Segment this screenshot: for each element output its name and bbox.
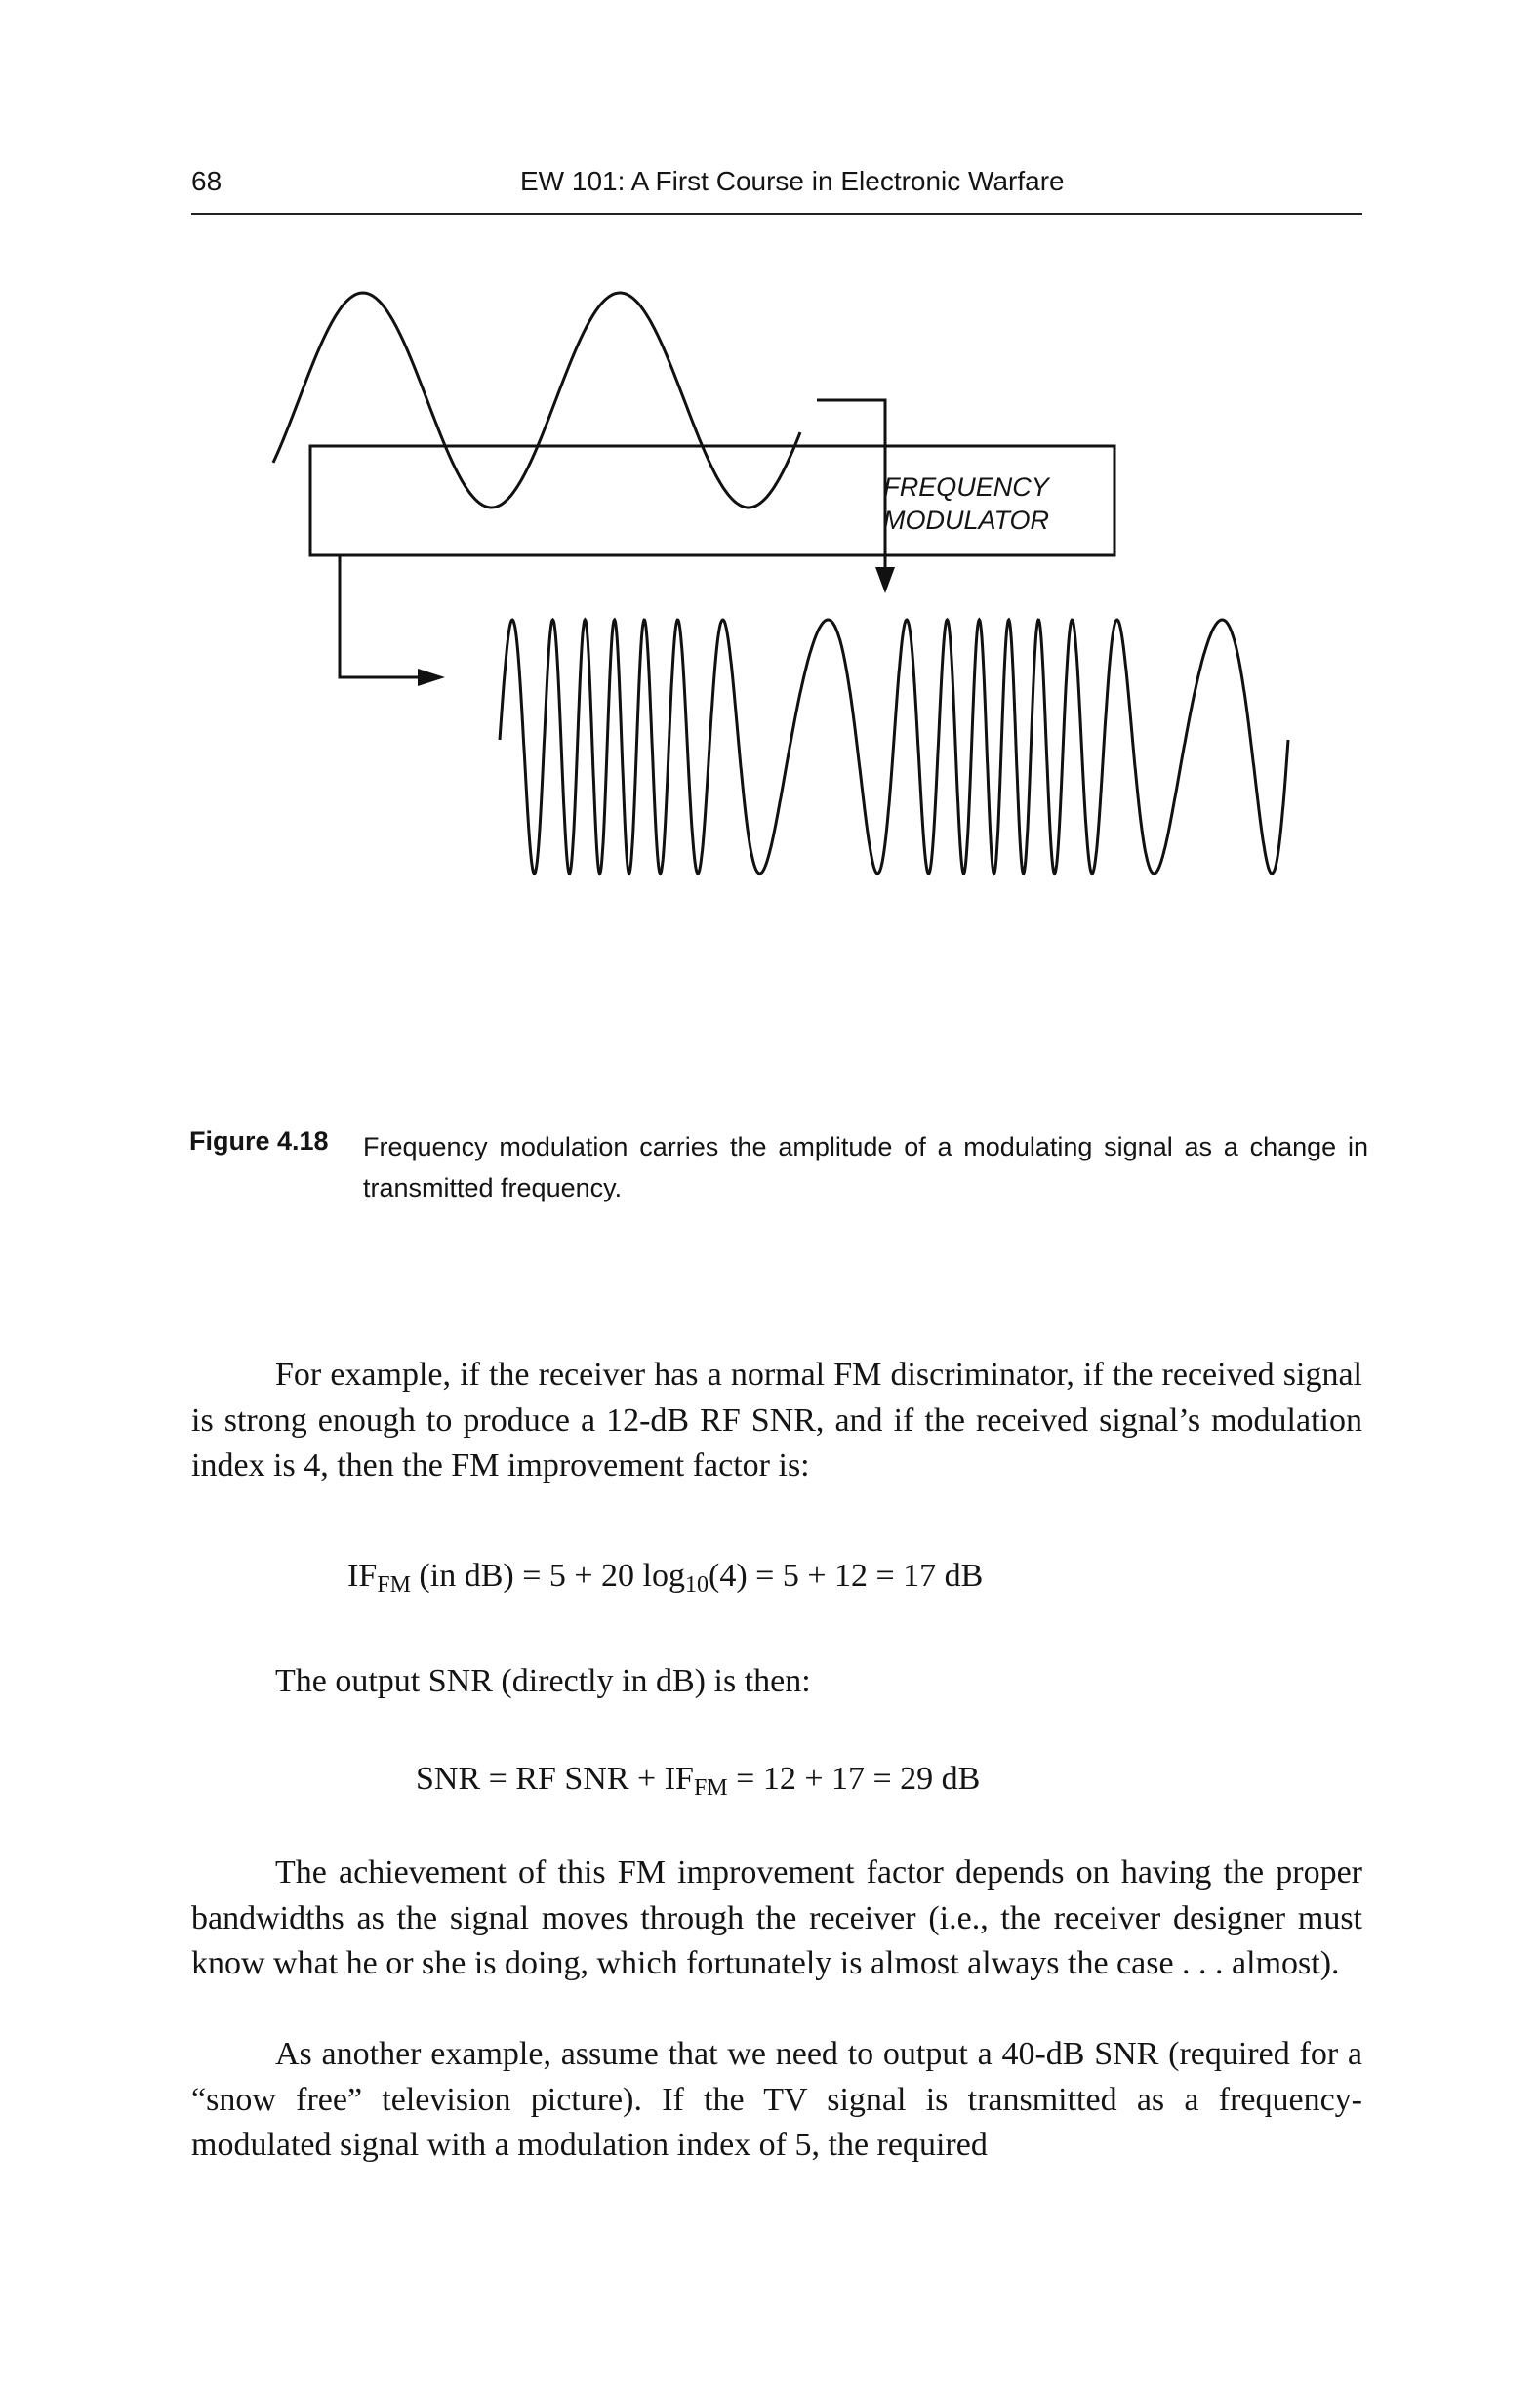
eq1-rhs: (4) = 5 + 12 = 17 dB (709, 1558, 984, 1594)
header-rule (191, 213, 1362, 215)
equation-if-fm (191, 1554, 1362, 1607)
modulator-label (564, 470, 1368, 537)
equation-snr (191, 1757, 1362, 1810)
paragraph-3: The achievement of this FM improvement factor depends on having the proper bandwidths as the signal moves through the receiver (i.e., the receiver designer must know what he or she is doing, which fortunately is almost always the case . . . almost). (191, 1854, 1362, 1981)
eq1-log-subscript: 10 (685, 1572, 709, 1598)
eq1-lhs: IF (347, 1558, 378, 1594)
arrow-head-down (875, 567, 895, 593)
figure-svg (254, 278, 1366, 1078)
arrow-head-right (418, 669, 445, 686)
page-number: 68 (191, 166, 223, 196)
paragraph-1: For example, if the receiver has a normal FM discriminator, if the received signal is strong enough to produce a 12-dB RF SNR, and if the received signal’s modulation index is 4, then the FM improvement factor is: (191, 1357, 1362, 1484)
eq2-subscript: FM (693, 1775, 728, 1801)
eq1-lhs-subscript: FM (377, 1572, 411, 1598)
running-header-title: EW 101: A First Course in Electronic Warfare (520, 166, 1065, 196)
eq2-part2: = 12 + 17 = 29 dB (727, 1761, 981, 1797)
paragraph-2: The output SNR (directly in dB) is then: (275, 1663, 811, 1699)
modulator-label-line2: MODULATOR (882, 506, 1049, 535)
figure-caption-label: Figure 4.18 (189, 1126, 329, 1156)
arrow-line-from-modulator (340, 555, 425, 677)
modulator-label-line1: FREQUENCY (883, 472, 1049, 502)
fm-modulated-wave (500, 620, 1288, 874)
figure-caption-text: Frequency modulation carries the amplitude of a modulating signal as a change in transmitted frequency. (363, 1132, 1368, 1202)
paragraph-4: As another example, assume that we need to output a 40-dB SNR (required for a “snow free” television picture). If the TV signal is transmitted as a frequency-modulated signal with a modulation index of 5, the required (191, 2036, 1362, 2163)
figure-fm-diagram (254, 278, 1366, 1078)
eq2-part1: SNR = RF SNR + IF (416, 1761, 694, 1797)
eq1-mid: (in dB) = 5 + 20 log (410, 1558, 685, 1594)
